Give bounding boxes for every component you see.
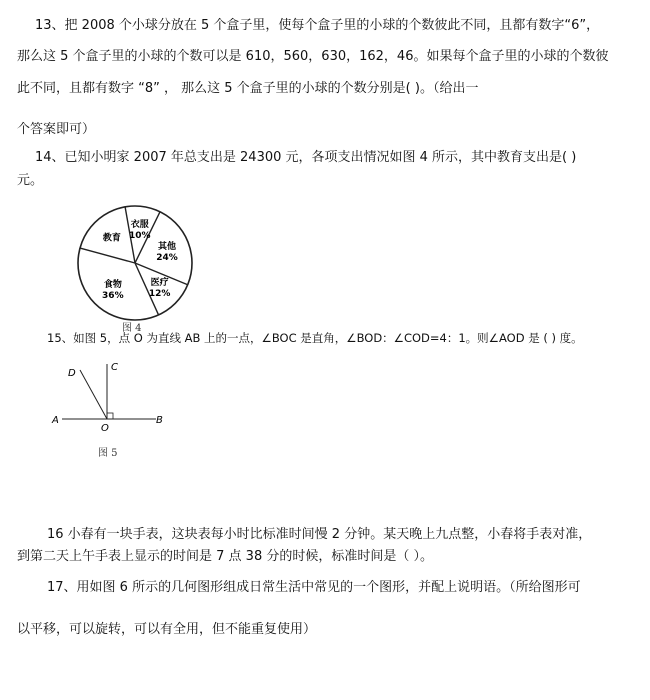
ray-od xyxy=(80,370,107,419)
q15-line-1: 15、如图 5，点 O 为直线 AB 上的一点，∠BOC 是直角，∠BOD：∠COD=4：1。则∠AOD 是 ( ) 度。 xyxy=(47,331,583,345)
pie-slice-name: 其他 xyxy=(157,241,176,252)
figure-5-caption: 图 5 xyxy=(98,448,118,459)
pie-slice-value: 24% xyxy=(156,252,178,263)
pie-slice-name: 医疗 xyxy=(150,277,169,288)
q16-line-2: 到第二天上午手表上显示的时间是 7 点 38 分的时候，标准时间是（ ）。 xyxy=(17,549,433,564)
pie-slice-value: 12% xyxy=(148,288,171,299)
q13-line-4: 个答案即可） xyxy=(17,122,96,137)
q16-line-1: 16 小春有一块手表，这块表每小时比标准时间慢 2 分钟。某天晚上九点整，小春将手表对准， xyxy=(47,527,592,542)
q17-line-1: 17、用如图 6 所示的几何图形组成日常生活中常见的一个图形，并配上说明语。（所给图形可 xyxy=(47,580,581,595)
q13-line-3: 此不同，且都有数字 “8” ， 那么这 5 个盒子里的小球的个数分别是( )。（给出一 xyxy=(17,81,479,96)
label-b: B xyxy=(156,415,163,426)
q13-line-1: 13、把 2008 个小球分放在 5 个盒子里，使每个盒子里的小球的个数彼此不同，且都有数字“6”， xyxy=(35,18,600,33)
pie-chart xyxy=(75,188,195,338)
pie-slice-name: 教育 xyxy=(102,233,121,244)
pie-slice-value: 10% xyxy=(128,231,151,242)
angle-figure xyxy=(50,360,180,440)
label-o: O xyxy=(101,423,109,434)
q14-line-1: 14、已知小明家 2007 年总支出是 24300 元，各项支出情况如图 4 所示，其中教育支出是( ) xyxy=(35,150,577,165)
label-c: C xyxy=(111,362,118,373)
pie-slice-name: 衣服 xyxy=(130,220,149,231)
q14-line-2: 元。 xyxy=(17,173,44,188)
label-d: D xyxy=(68,368,76,379)
pie-slice-value: 36% xyxy=(102,291,124,302)
right-angle-mark xyxy=(107,413,113,419)
q13-line-2: 那么这 5 个盒子里的小球的个数可以是 610，560，630，162，46。如果每个盒子里的小球的个数彼 xyxy=(17,49,609,64)
label-a: A xyxy=(52,415,59,426)
pie-slice-name: 食物 xyxy=(103,280,122,291)
figure-4-caption: 图 4 xyxy=(122,323,142,334)
q17-line-2: 以平移，可以旋转，可以有全用，但不能重复使用） xyxy=(17,622,317,637)
